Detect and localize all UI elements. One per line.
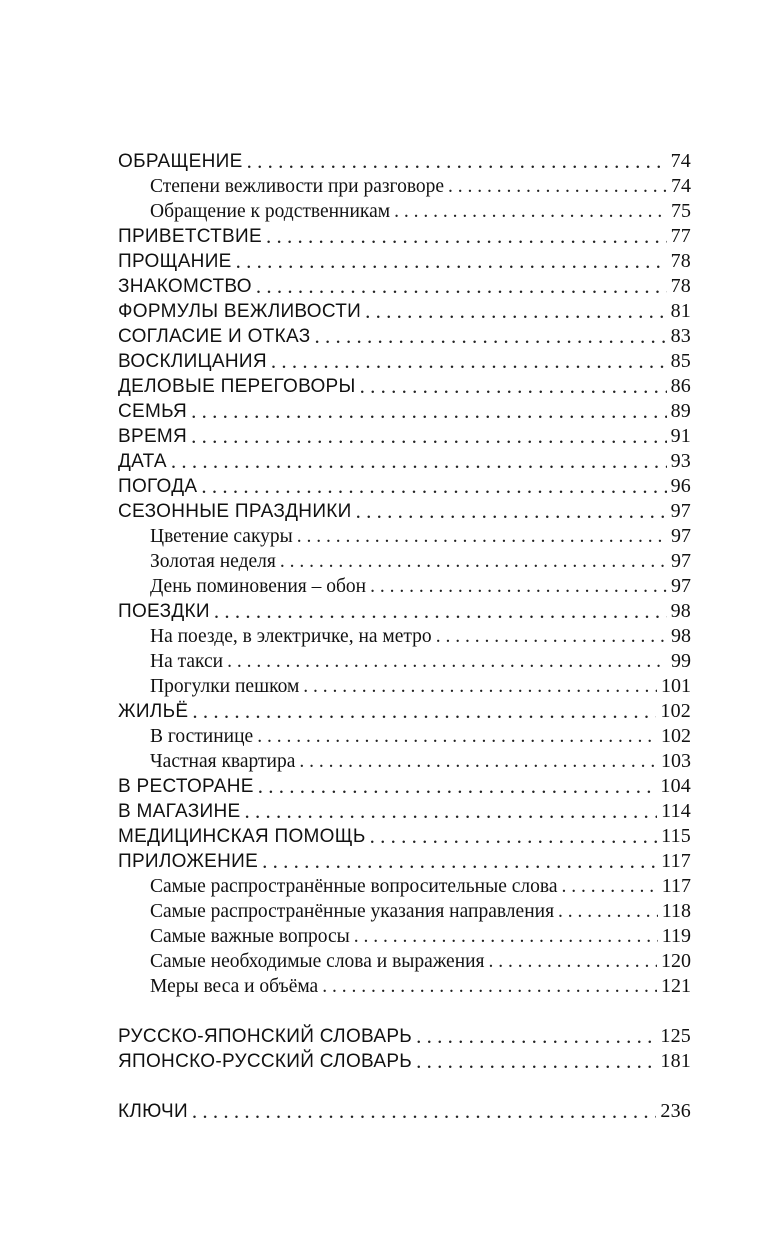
- toc-page-number: 121: [661, 975, 691, 997]
- toc-page-number: 97: [670, 500, 691, 522]
- toc-section-entry: [0, 274, 768, 299]
- toc-subsection-entry: [0, 524, 768, 549]
- dot-leader: [370, 824, 658, 849]
- dot-leader: [365, 299, 666, 324]
- toc-entry-title: СЕМЬЯ: [118, 401, 188, 422]
- dot-leader: [262, 849, 657, 874]
- toc-section-entry: [0, 374, 768, 399]
- toc-page-number: 77: [670, 225, 691, 247]
- toc-entry-title: На такси: [150, 651, 224, 672]
- toc-entry-title: ЖИЛЬЁ: [118, 701, 189, 722]
- toc-section-entry: [0, 499, 768, 524]
- toc-page-number: 91: [670, 425, 691, 447]
- toc-entry-title: ДАТА: [118, 451, 167, 472]
- toc-page-number: 104: [660, 775, 691, 797]
- toc-section-entry: [0, 324, 768, 349]
- toc-entry-title: Степени вежливости при разговоре: [150, 176, 445, 197]
- dot-leader: [314, 324, 666, 349]
- toc-entry-title: ВРЕМЯ: [118, 426, 188, 447]
- toc-page-number: 93: [670, 450, 691, 472]
- dot-leader: [191, 424, 667, 449]
- toc-entry-title: ПРИЛОЖЕНИЕ: [118, 851, 259, 872]
- dot-leader: [448, 174, 667, 199]
- dot-leader: [171, 449, 667, 474]
- toc-section-entry: [0, 249, 768, 274]
- toc-entry-title: В МАГАЗИНЕ: [118, 801, 241, 822]
- dot-leader: [257, 724, 657, 749]
- toc-entry-title: ПОГОДА: [118, 476, 198, 497]
- dot-leader: [561, 874, 657, 899]
- toc-section-entry: [0, 1024, 768, 1049]
- dot-leader: [247, 149, 667, 174]
- toc-entry-title: ПРИВЕТСТВИЕ: [118, 226, 262, 247]
- dot-leader: [192, 1099, 656, 1124]
- toc-entry-title: КЛЮЧИ: [118, 1101, 188, 1122]
- toc-page-number: 102: [661, 725, 691, 747]
- toc-page-number: 99: [671, 650, 691, 672]
- dot-leader: [297, 524, 667, 549]
- toc-page-number: 101: [661, 675, 691, 697]
- toc-page-number: 119: [661, 925, 691, 947]
- toc-page-number: 78: [670, 275, 691, 297]
- toc-page-number: 75: [671, 200, 691, 222]
- dot-leader: [299, 749, 657, 774]
- toc-entry-title: ЯПОНСКО-РУССКИЙ СЛОВАРЬ: [118, 1051, 413, 1072]
- dot-leader: [436, 624, 667, 649]
- toc-entry-title: В гостинице: [150, 726, 254, 747]
- toc-entry-title: СОГЛАСИЕ И ОТКАЗ: [118, 326, 311, 347]
- toc-page-number: 117: [661, 850, 691, 872]
- toc-section-entry: [0, 224, 768, 249]
- toc-section-entry: [0, 849, 768, 874]
- toc-page-number: 117: [661, 875, 691, 897]
- toc-section-entry: [0, 424, 768, 449]
- toc-section-entry: [0, 149, 768, 174]
- dot-leader: [489, 949, 657, 974]
- toc-section-entry: [0, 824, 768, 849]
- toc-entry-title: Золотая неделя: [150, 551, 276, 572]
- toc-entry-title: ПОЕЗДКИ: [118, 601, 210, 622]
- toc-page-number: 118: [661, 900, 691, 922]
- dot-leader: [244, 799, 657, 824]
- toc-entry-title: ЗНАКОМСТВО: [118, 276, 252, 297]
- toc-subsection-entry: [0, 174, 768, 199]
- dot-leader: [280, 549, 667, 574]
- toc-section-entry: [0, 599, 768, 624]
- toc-entry-title: Самые распространённые вопросительные слова: [150, 876, 558, 897]
- toc-section-entry: [0, 1099, 768, 1124]
- dot-leader: [322, 974, 657, 999]
- toc-entry-title: ПРОЩАНИЕ: [118, 251, 232, 272]
- toc-entry-title: День поминовения – обон: [150, 576, 367, 597]
- toc-page-number: 120: [661, 950, 691, 972]
- toc-section-entry: [0, 349, 768, 374]
- toc-subsection-entry: [0, 949, 768, 974]
- toc-section-entry: [0, 474, 768, 499]
- dot-leader: [354, 924, 658, 949]
- toc-page-number: 85: [670, 350, 691, 372]
- dot-leader: [258, 774, 657, 799]
- dot-leader: [558, 899, 658, 924]
- toc-page-number: 97: [671, 550, 691, 572]
- toc-page-number: 74: [671, 175, 691, 197]
- toc-page-number: 114: [661, 800, 691, 822]
- toc-page-number: 125: [660, 1025, 691, 1047]
- toc-page-number: 81: [670, 300, 691, 322]
- toc-page-number: 97: [671, 575, 691, 597]
- toc-entry-title: В РЕСТОРАНЕ: [118, 776, 254, 797]
- toc-entry-title: Самые распространённые указания направления: [150, 901, 555, 922]
- toc-page-number: 78: [670, 250, 691, 272]
- toc-page-number: 89: [670, 400, 691, 422]
- dot-leader: [214, 599, 667, 624]
- dot-leader: [360, 374, 667, 399]
- dot-leader: [192, 699, 656, 724]
- toc-page-number: 74: [670, 150, 691, 172]
- dot-leader: [271, 349, 667, 374]
- toc-subsection-entry: [0, 549, 768, 574]
- toc-page-number: 98: [670, 600, 691, 622]
- toc-subsection-entry: [0, 649, 768, 674]
- toc-entry-title: МЕДИЦИНСКАЯ ПОМОЩЬ: [118, 826, 366, 847]
- toc-section-entry: [0, 399, 768, 424]
- toc-section-entry: [0, 449, 768, 474]
- toc-page-number: 115: [661, 825, 691, 847]
- toc-page-number: 86: [670, 375, 691, 397]
- toc-subsection-entry: [0, 199, 768, 224]
- toc-page-number: 98: [671, 625, 691, 647]
- toc-entry-title: СЕЗОННЫЕ ПРАЗДНИКИ: [118, 501, 352, 522]
- dot-leader: [236, 249, 667, 274]
- dot-leader: [416, 1049, 656, 1074]
- toc-entry-title: ФОРМУЛЫ ВЕЖЛИВОСТИ: [118, 301, 362, 322]
- toc-entry-title: Цветение сакуры: [150, 526, 293, 547]
- toc-page-number: 83: [670, 325, 691, 347]
- toc-subsection-entry: [0, 724, 768, 749]
- toc-entry-title: ВОСКЛИЦАНИЯ: [118, 351, 267, 372]
- dot-leader: [416, 1024, 656, 1049]
- dot-leader: [356, 499, 667, 524]
- toc-subsection-entry: [0, 749, 768, 774]
- toc-section-entry: [0, 699, 768, 724]
- dot-leader: [266, 224, 667, 249]
- toc-subsection-entry: [0, 624, 768, 649]
- toc-subsection-entry: [0, 974, 768, 999]
- toc-entry-title: РУССКО-ЯПОНСКИЙ СЛОВАРЬ: [118, 1026, 413, 1047]
- toc-entry-title: ОБРАЩЕНИЕ: [118, 151, 243, 172]
- toc-page-number: 181: [660, 1050, 691, 1072]
- dot-leader: [191, 399, 667, 424]
- dot-leader: [303, 674, 657, 699]
- toc-subsection-entry: [0, 924, 768, 949]
- toc-entry-title: Меры веса и объёма: [150, 976, 319, 997]
- dot-leader: [370, 574, 667, 599]
- dot-leader: [227, 649, 667, 674]
- toc-entry-title: ДЕЛОВЫЕ ПЕРЕГОВОРЫ: [118, 376, 356, 397]
- toc-entry-title: Прогулки пешком: [150, 676, 300, 697]
- toc-entry-title: Самые необходимые слова и выражения: [150, 951, 485, 972]
- toc-subsection-entry: [0, 674, 768, 699]
- dot-leader: [394, 199, 667, 224]
- toc-page-number: 96: [670, 475, 691, 497]
- toc-entry-title: Самые важные вопросы: [150, 926, 350, 947]
- toc-page-number: 102: [660, 700, 691, 722]
- toc-page-number: 97: [671, 525, 691, 547]
- dot-leader: [256, 274, 667, 299]
- toc-page-number: 236: [660, 1100, 691, 1122]
- toc-section-entry: [0, 1049, 768, 1074]
- toc-section-entry: [0, 799, 768, 824]
- toc-subsection-entry: [0, 574, 768, 599]
- toc-page-number: 103: [661, 750, 691, 772]
- toc-section-entry: [0, 299, 768, 324]
- toc-entry-title: Частная квартира: [150, 751, 296, 772]
- toc-entry-title: На поезде, в электричке, на метро: [150, 626, 432, 647]
- toc-entry-title: Обращение к родственникам: [150, 201, 391, 222]
- table-of-contents: [0, 149, 768, 1124]
- dot-leader: [201, 474, 666, 499]
- toc-section-entry: [0, 774, 768, 799]
- toc-subsection-entry: [0, 899, 768, 924]
- toc-subsection-entry: [0, 874, 768, 899]
